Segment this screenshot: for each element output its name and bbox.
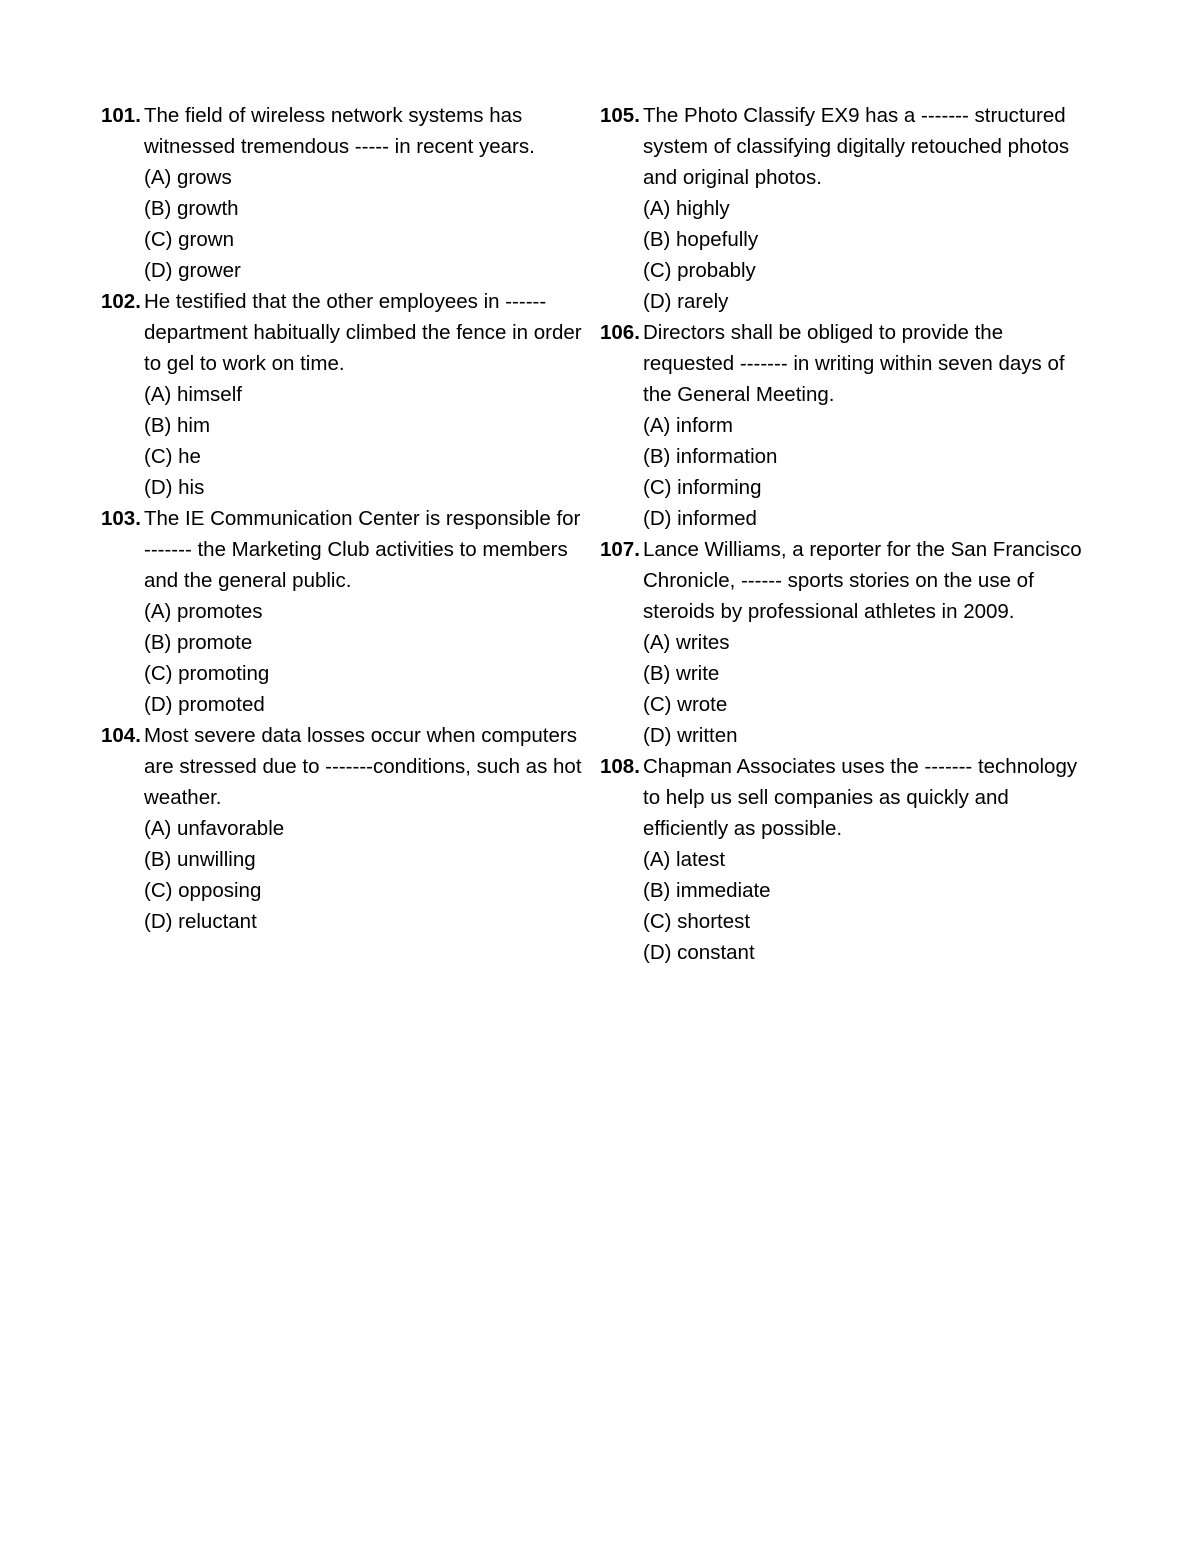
question-stem: He testified that the other employees in ------ department habitually climbed the fence in order to gel to work on time. [144,290,582,375]
question-number: 104. [101,724,141,747]
option-b: (B) unwilling [144,848,256,871]
right-column [600,100,1090,968]
option-d: (D) his [144,476,205,499]
option-a: (A) unfavorable [144,817,285,840]
question-stem: The IE Communication Center is responsible for ------- the Marketing Club activities to members and the general public. [144,507,581,592]
option-a: (A) promotes [144,600,263,623]
question-stem: The Photo Classify EX9 has a ------- structured system of classifying digitally retouched photos and original photos. [643,104,1070,189]
question-108 [600,751,1090,968]
question-number: 103. [101,507,141,530]
option-a: (A) latest [643,848,726,871]
option-a: (A) inform [643,414,733,437]
option-c: (C) shortest [643,910,751,933]
question-number: 105. [600,104,640,127]
option-a: (A) writes [643,631,730,654]
option-c: (C) grown [144,228,234,251]
question-stem: The field of wireless network systems has witnessed tremendous ----- in recent years. [144,104,535,158]
option-b: (B) him [144,414,211,437]
option-c: (C) probably [643,259,756,282]
question-103 [101,503,586,720]
question-105 [600,100,1090,317]
option-b: (B) growth [144,197,239,220]
option-d: (D) promoted [144,693,265,716]
question-stem: Most severe data losses occur when computers are stressed due to -------conditions, such as hot weather. [144,724,582,809]
question-stem: Directors shall be obliged to provide the requested ------- in writing within seven days of the General Meeting. [643,321,1065,406]
question-number: 108. [600,755,640,778]
option-b: (B) hopefully [643,228,759,251]
option-c: (C) promoting [144,662,270,685]
option-a: (A) himself [144,383,242,406]
option-d: (D) informed [643,507,757,530]
option-d: (D) reluctant [144,910,257,933]
left-column [101,100,586,937]
question-107 [600,534,1090,751]
option-b: (B) promote [144,631,253,654]
option-d: (D) grower [144,259,241,282]
question-stem: Lance Williams, a reporter for the San Francisco Chronicle, ------ sports stories on the use of steroids by professional athletes in 2009. [643,538,1082,623]
option-c: (C) wrote [643,693,728,716]
question-102 [101,286,586,503]
question-number: 107. [600,538,640,561]
option-c: (C) opposing [144,879,262,902]
question-number: 106. [600,321,640,344]
question-number: 102. [101,290,141,313]
option-c: (C) he [144,445,201,468]
question-number: 101. [101,104,141,127]
option-b: (B) information [643,445,778,468]
option-d: (D) constant [643,941,755,964]
option-d: (D) written [643,724,738,747]
option-d: (D) rarely [643,290,729,313]
option-c: (C) informing [643,476,762,499]
option-b: (B) immediate [643,879,771,902]
question-106 [600,317,1090,534]
option-b: (B) write [643,662,720,685]
option-a: (A) highly [643,197,730,220]
question-104 [101,720,586,937]
question-101 [101,100,586,286]
question-stem: Chapman Associates uses the ------- technology to help us sell companies as quickly and efficiently as possible. [643,755,1078,840]
option-a: (A) grows [144,166,232,189]
